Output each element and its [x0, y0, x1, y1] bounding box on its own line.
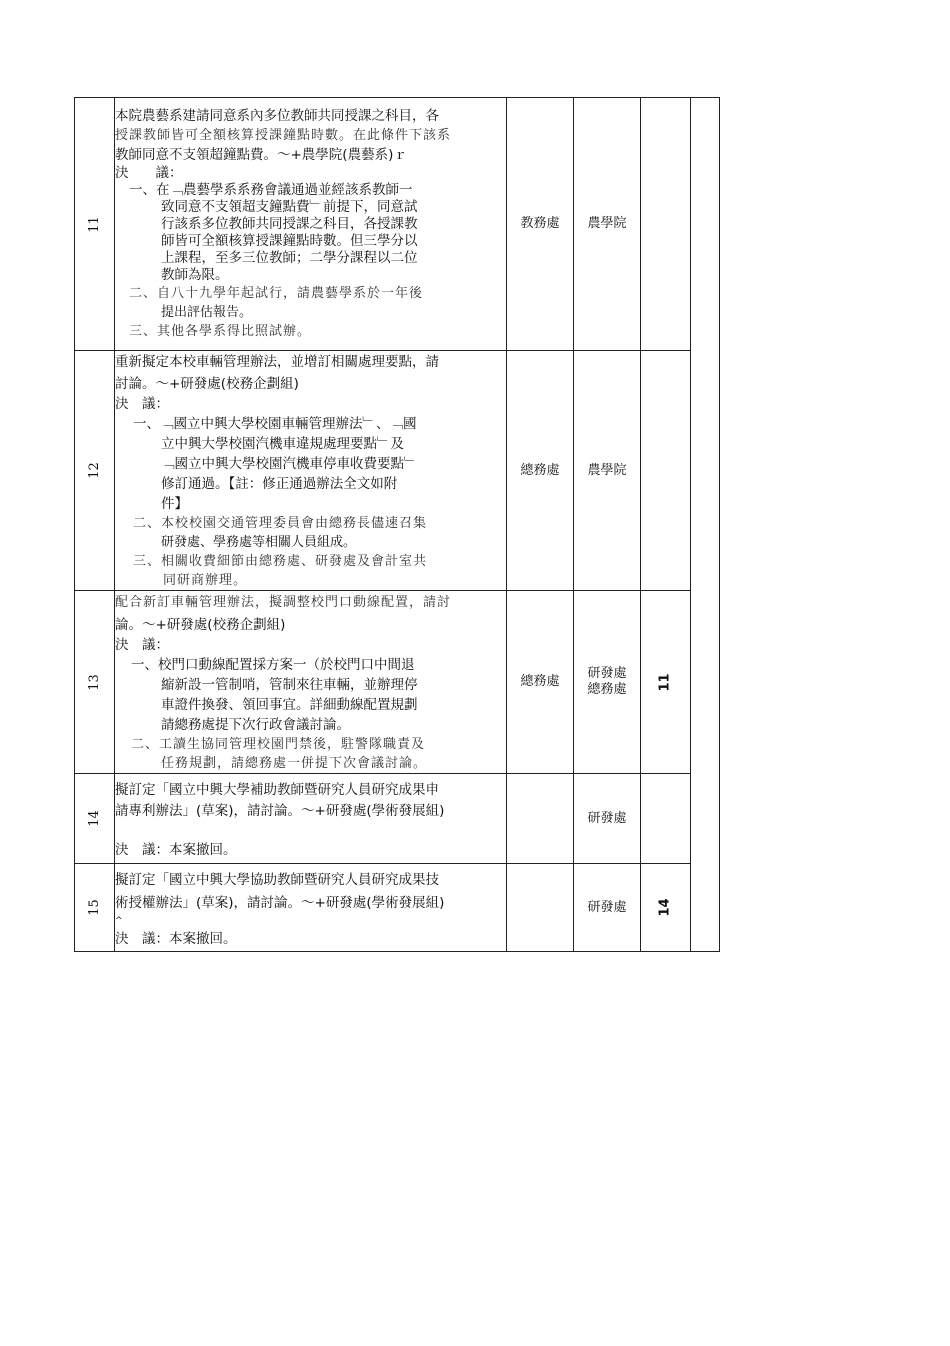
score-cell: 11 — [641, 591, 691, 774]
table-row — [75, 864, 720, 952]
minutes-table — [74, 97, 720, 952]
responsible-unit: 總務處 — [507, 351, 574, 591]
decision-item: 二、自八十九學年起試行，請農藝學系於一年後 提出評估報告。 — [129, 286, 424, 321]
responsible-unit: 教務處 — [507, 98, 574, 351]
score-cell — [641, 98, 691, 351]
title-line: 重新擬定本校車輛管理辦法，並增訂相關處理要點，請 — [115, 354, 439, 370]
score-cell — [641, 774, 691, 864]
title-line: 請專利辦法」(草案)，請討論。～+研發處(學術發展組) — [115, 803, 445, 819]
proposing-unit: 農學院 — [574, 351, 641, 591]
responsible-unit — [507, 864, 574, 952]
decision-label: 決 議： — [115, 396, 169, 412]
item-content — [115, 351, 507, 591]
title-line: ^ — [115, 915, 123, 926]
title-line: 擬訂定「國立中興大學協助教師暨研究人員研究成果技 — [115, 871, 439, 888]
decision-label: 決 議：本案撤回。 — [115, 842, 237, 858]
proposing-unit: 研發處 — [574, 774, 641, 864]
item-number: 11 — [75, 98, 115, 351]
decision-item: 二、工讀生協同管理校園門禁後，駐警隊職責及 任務規劃，請總務處一併提下次會議討論。 — [131, 737, 428, 771]
item-number: 14 — [75, 774, 115, 864]
score-cell — [641, 351, 691, 591]
item-content — [115, 774, 507, 864]
unit-line: 總務處 — [587, 682, 627, 697]
item-number: 12 — [75, 351, 115, 591]
decision-item: 三、其他各學系得比照試辦。 — [129, 324, 312, 340]
responsible-unit: 總務處 — [507, 591, 574, 774]
responsible-unit — [507, 774, 574, 864]
table-row — [75, 98, 720, 351]
proposing-unit: 研發處 — [574, 864, 641, 952]
title-line: 授課教師皆可全額核算授課鐘點時數。在此條件下該系 — [115, 128, 452, 144]
item-content — [115, 591, 507, 774]
item-content — [115, 98, 507, 351]
proposing-unit: 農學院 — [574, 98, 641, 351]
title-line: 本院農藝系建請同意系內多位教師共同授課之科目，各 — [115, 107, 439, 124]
table-row — [75, 351, 720, 591]
extra-cell — [691, 98, 720, 952]
decision-item: 一、在﹁農藝學系系務會議通過並經該系教師一 致同意不支領超支鐘點費﹂前提下，同意試 行該系多位教師共同授課之科目，各授課教 師皆可全額核算授課鐘點時數。但三學分以 上課程，至多三位教師；二學分課程以二位 教師為限。 — [129, 182, 418, 284]
decision-label: 決 議：本案撤回。 — [115, 930, 237, 947]
decision-label: 決 議： — [115, 165, 183, 182]
item-number: 15 — [75, 864, 115, 952]
title-line: 擬訂定「國立中興大學補助教師暨研究人員研究成果申 — [115, 782, 439, 798]
title-line: 教師同意不支領超鐘點費。～+農學院(農藝系)ｒ — [115, 146, 407, 163]
proposing-unit — [574, 591, 641, 774]
title-line: 論。～+研發處(校務企劃組) — [115, 617, 286, 633]
decision-item: 一、校門口動線配置採方案一（於校門口中間退 縮新設一管制哨，管制來往車輛，並辦理停 車證件換發、領回事宜。詳細動線配置規劃 請總務處提下次行政會議討論。 — [131, 657, 418, 733]
item-number: 13 — [75, 591, 115, 774]
item-content — [115, 864, 507, 952]
decision-item: 一、﹁國立中興大學校園車輛管理辦法﹂、﹁國 立中興大學校園汽機車違規處理要點﹂及 ﹁國立中興大學校園汽機車停車收費要點﹂ 修訂通過。【註：修正通過辦法全文如附 件】 — [133, 416, 418, 512]
score-cell: 14 — [641, 864, 691, 952]
unit-line: 研發處 — [587, 666, 627, 681]
title-line: 配合新訂車輛管理辦法，擬調整校門口動線配置，請討 — [115, 595, 452, 610]
title-line: 術授權辦法」(草案)，請討論。～+研發處(學術發展組) — [115, 894, 445, 911]
decision-item: 二、本校校園交通管理委員會由總務長儘速召集 研發處、學務處等相關人員組成。 — [133, 516, 428, 550]
decision-item: 三、相關收費細節由總務處、研發處及會計室共 同研商辦理。 — [133, 554, 428, 588]
decision-label: 決 議： — [115, 637, 169, 653]
title-line: 討論。～+研發處(校務企劃組) — [115, 376, 299, 392]
table-row — [75, 774, 720, 864]
table-row — [75, 591, 720, 774]
